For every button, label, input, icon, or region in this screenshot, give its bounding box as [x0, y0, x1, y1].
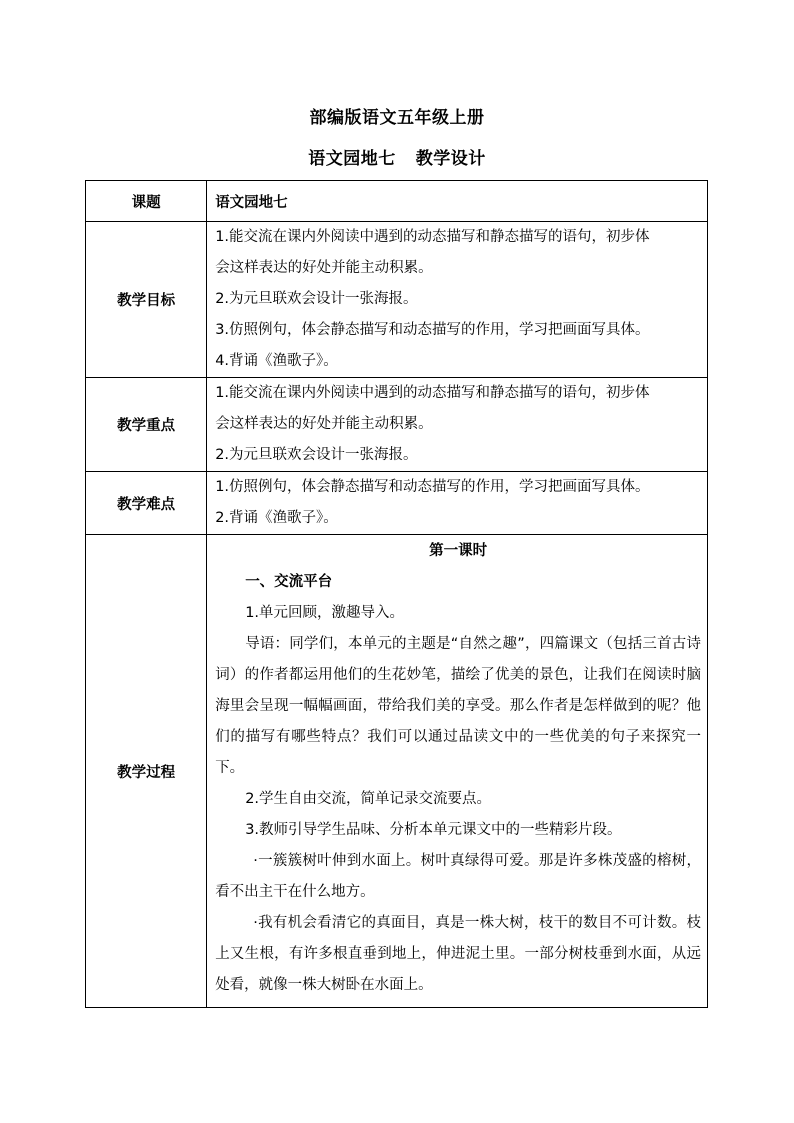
step-item: 3.教师引导学生品味、分析本单元课文中的一些精彩片段。 — [245, 822, 622, 838]
subtitle-type: 教学设计 — [415, 149, 486, 169]
table-row-topic — [86, 181, 708, 222]
intro-paragraph: 导语：同学们，本单元的主题是“自然之趣”，四篇课文（包括三首古诗词）的作者都运用他们的生花妙笔，描绘了优美的景色，让我们在阅读时脑海里会呈现一幅幅画面，带给我们美的享受。那么作者是怎样做到的呢？他们的描写有哪些特点？我们可以通过品读文中的一些优美的句子来探究一下。 — [215, 636, 701, 776]
lesson-heading: 第一课时 — [429, 543, 488, 559]
document-title: 部编版语文五年级上册 — [309, 108, 485, 128]
subtitle-unit: 语文园地七 — [308, 149, 396, 169]
goal-line: 2.为元旦联欢会设计一张海报。 — [215, 291, 418, 307]
goals-label: 教学目标 — [86, 222, 207, 378]
goal-line: 1.能交流在课内外阅读中遇到的动态描写和静态描写的语句，初步体 — [215, 229, 650, 245]
excerpt-paragraph: ·我有机会看清它的真面目，真是一株大树，枝干的数目不可计数。枝上又生根，有许多根直垂到地上，伸进泥土里。一部分树枝垂到水面，从远处看，就像一株大树卧在水面上。 — [215, 915, 701, 993]
difficulties-content — [207, 472, 708, 535]
goal-line: 会这样表达的好处并能主动积累。 — [215, 260, 433, 276]
step-item: 2.学生自由交流，简单记录交流要点。 — [245, 791, 492, 807]
topic-label: 课题 — [86, 181, 207, 222]
key-point-line: 2.为元旦联欢会设计一张海报。 — [215, 447, 418, 463]
excerpt-paragraph: ·一簇簇树叶伸到水面上。树叶真绿得可爱。那是许多株茂盛的榕树，看不出主干在什么地方。 — [215, 853, 701, 900]
table-row-process — [86, 535, 708, 1008]
key-point-line: 1.能交流在课内外阅读中遇到的动态描写和静态描写的语句，初步体 — [215, 385, 650, 401]
key-points-content — [207, 378, 708, 472]
difficulty-line: 2.背诵《渔歌子》。 — [215, 510, 338, 526]
topic-value: 语文园地七 — [207, 181, 708, 222]
section-heading: 一、交流平台 — [245, 574, 333, 590]
step-item: 1.单元回顾，激趣导入。 — [245, 605, 405, 621]
goals-content — [207, 222, 708, 378]
process-label: 教学过程 — [86, 535, 207, 1008]
difficulty-line: 1.仿照例句，体会静态描写和动态描写的作用，学习把画面写具体。 — [215, 479, 650, 495]
key-point-line: 会这样表达的好处并能主动积累。 — [215, 416, 433, 432]
table-row-difficulties — [86, 472, 708, 535]
goal-line: 4.背诵《渔歌子》。 — [215, 353, 338, 369]
table-row-key-points — [86, 378, 708, 472]
document-subtitle — [0, 147, 794, 171]
lesson-plan-table — [85, 180, 708, 1008]
key-points-label: 教学重点 — [86, 378, 207, 472]
process-content — [207, 535, 708, 1008]
table-row-goals — [86, 222, 708, 378]
goal-line: 3.仿照例句，体会静态描写和动态描写的作用，学习把画面写具体。 — [215, 322, 650, 338]
difficulties-label: 教学难点 — [86, 472, 207, 535]
